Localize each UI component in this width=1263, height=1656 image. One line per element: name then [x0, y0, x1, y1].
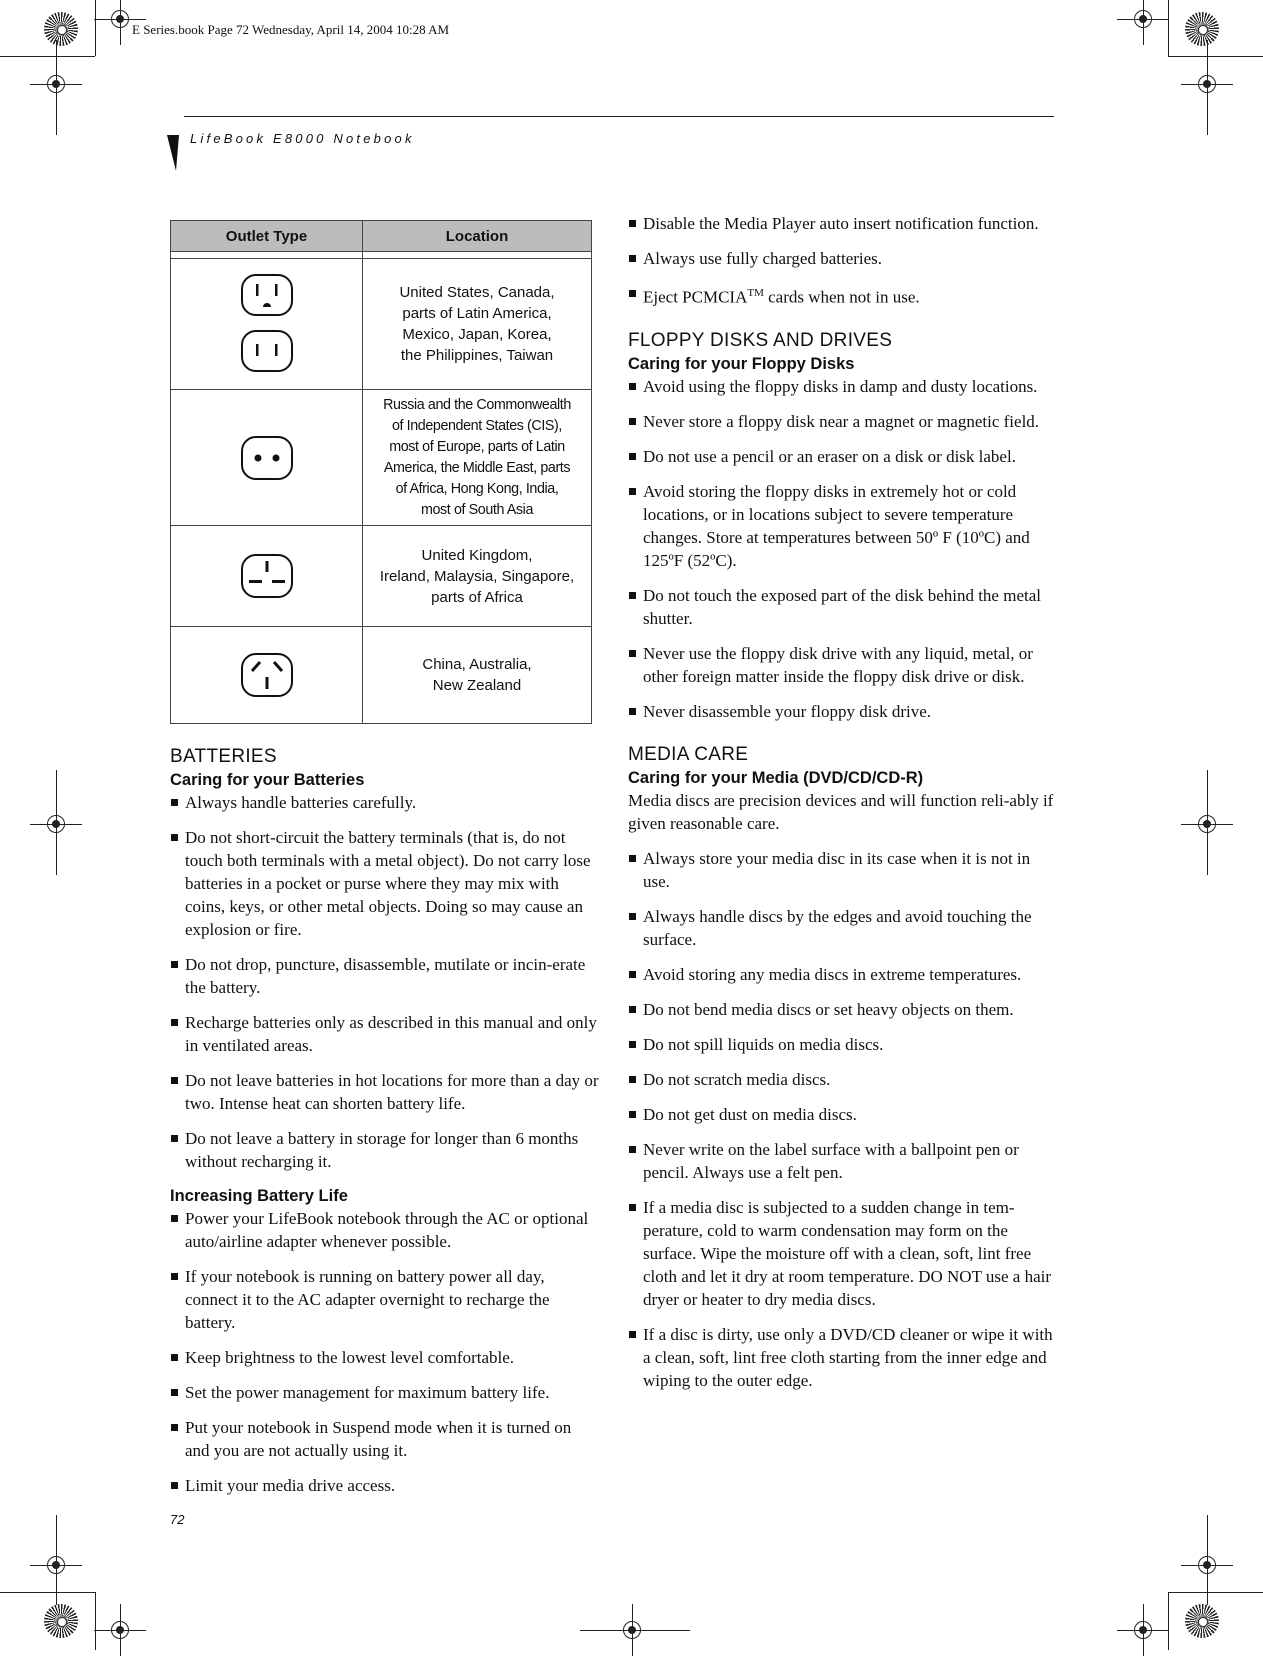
location-line: China, Australia,	[422, 656, 532, 673]
right-column	[628, 212, 1058, 1404]
list-item: Avoid using the floppy disks in damp and dusty locations.	[628, 375, 1058, 398]
table-spacer	[171, 252, 363, 259]
left-column	[170, 745, 600, 1509]
registration-mark	[1131, 7, 1155, 31]
us-outlet-icons	[171, 259, 363, 390]
location-line: most of Europe, parts of Latin	[389, 438, 565, 455]
list-item: Disable the Media Player auto insert notification function.	[628, 212, 1058, 235]
list-item: Do not drop, puncture, disassemble, mutilate or incin-erate the battery.	[170, 953, 600, 999]
print-slug: E Series.book Page 72 Wednesday, April 14, 2004 10:28 AM	[132, 22, 450, 37]
floppy-heading: FLOPPY DISKS AND DRIVES	[628, 329, 893, 351]
crop-mark	[1168, 1592, 1263, 1593]
list-item: Do not touch the exposed part of the disk behind the metal shutter.	[628, 584, 1058, 630]
crop-mark	[580, 1630, 690, 1631]
color-rosette	[1185, 12, 1219, 46]
table-header-location: Location	[363, 221, 592, 252]
location-line: of Independent States (CIS),	[391, 417, 562, 434]
crop-mark	[1207, 1515, 1208, 1605]
location-line: of Africa, Hong Kong, India,	[395, 480, 559, 497]
location-line: Russia and the Commonwealth	[383, 396, 571, 413]
header-wedge	[167, 135, 179, 171]
list-item: If a media disc is subjected to a sudden change in tem-perature, cold to warm condensation may form on the surface. Wipe the moisture off with a clean, soft, lint free cloth and let it dry at room temperature. DO NOT use a hair dryer or heater to dry media discs.	[628, 1196, 1058, 1311]
registration-mark	[108, 7, 132, 31]
list-item: Always store your media disc in its case when it is not in use.	[628, 847, 1058, 893]
pcmcia-text: Eject PCMCIA	[643, 287, 748, 307]
list-item: Keep brightness to the lowest level comfortable.	[170, 1346, 600, 1369]
crop-mark	[1168, 0, 1169, 56]
batteries-heading: BATTERIES	[170, 746, 277, 767]
floppy-list	[628, 375, 1058, 723]
color-rosette	[44, 12, 78, 46]
list-item: Do not bend media discs or set heavy objects on them.	[628, 998, 1058, 1021]
table-header-outlet-type: Outlet Type	[171, 221, 363, 252]
battery-tips-continued-list	[628, 212, 1058, 309]
pcmcia-text-after: cards when not in use.	[763, 287, 920, 307]
caring-batteries-list	[170, 791, 600, 1173]
location-cell	[363, 526, 592, 627]
location-line: parts of Africa	[431, 588, 523, 606]
crop-mark	[56, 770, 57, 875]
list-item: Never store a floppy disk near a magnet or magnetic field.	[628, 410, 1058, 433]
list-item: Set the power management for maximum battery life.	[170, 1381, 600, 1404]
location-line: New Zealand	[432, 677, 522, 694]
list-item: Do not use a pencil or an eraser on a disk or disk label.	[628, 445, 1058, 468]
list-item: Always handle discs by the edges and avoid touching the surface.	[628, 905, 1058, 951]
media-care-heading: MEDIA CARE	[628, 743, 749, 765]
list-item: Do not spill liquids on media discs.	[628, 1033, 1058, 1056]
increasing-battery-life-list	[170, 1207, 600, 1497]
list-item: Limit your media drive access.	[170, 1474, 600, 1497]
media-list	[628, 847, 1058, 1392]
list-item: If your notebook is running on battery power all day, connect it to the AC adapter overnight to recharge the battery.	[170, 1265, 600, 1334]
location-cell	[363, 259, 592, 390]
crop-mark	[1168, 1592, 1169, 1650]
running-header: LifeBook E8000 Notebook	[190, 131, 415, 146]
location-line: parts of Latin America,	[402, 305, 552, 322]
location-line: United Kingdom,	[421, 546, 533, 564]
crop-mark	[95, 1592, 96, 1650]
list-item: Avoid storing any media discs in extreme temperatures.	[628, 963, 1058, 986]
header-rule	[184, 116, 1054, 117]
table-row	[171, 259, 592, 390]
list-item: Avoid storing the floppy disks in extremely hot or cold locations, or in locations subject to severe temperature changes. Store at temperatures between 50º F (10ºC) and 125ºF (52ºC).	[628, 480, 1058, 572]
table-row	[171, 390, 592, 526]
table-spacer	[363, 252, 592, 259]
list-item: Always handle batteries carefully.	[170, 791, 600, 814]
trademark-sup: TM	[747, 287, 764, 299]
crop-mark	[1168, 56, 1263, 57]
list-item: Recharge batteries only as described in this manual and only in ventilated areas.	[170, 1011, 600, 1057]
location-line: Ireland, Malaysia, Singapore,	[379, 567, 575, 585]
australia-outlet-icon	[171, 627, 363, 724]
list-item: Never use the floppy disk drive with any liquid, metal, or other foreign matter inside the floppy disk drive or disk.	[628, 642, 1058, 688]
registration-mark	[1131, 1618, 1155, 1642]
crop-mark	[56, 1515, 57, 1605]
list-item: Put your notebook in Suspend mode when it is turned on and you are not actually using it.	[170, 1416, 600, 1462]
list-item: Do not short-circuit the battery terminals (that is, do not touch both terminals with a metal object). Do not carry lose batteries in a pocket or purse where they may mix with coins, keys, or other metal objects. Doing so may cause an explosion or fire.	[170, 826, 600, 941]
list-item: Always use fully charged batteries.	[628, 247, 1058, 270]
location-line: Mexico, Japan, Korea,	[402, 326, 552, 343]
location-line: United States, Canada,	[399, 284, 555, 301]
round-two-pin-outlet-icon	[171, 390, 363, 526]
outlet-table	[170, 220, 592, 724]
list-item: Do not get dust on media discs.	[628, 1103, 1058, 1126]
table-row	[171, 526, 592, 627]
list-item: Do not leave batteries in hot locations for more than a day or two. Intense heat can shorten battery life.	[170, 1069, 600, 1115]
list-item: Never write on the label surface with a ballpoint pen or pencil. Always use a felt pen.	[628, 1138, 1058, 1184]
location-line: the Philippines, Taiwan	[400, 347, 554, 364]
list-item: Power your LifeBook notebook through the AC or optional auto/airline adapter whenever possible.	[170, 1207, 600, 1253]
uk-outlet-icon	[171, 526, 363, 627]
increasing-battery-life-heading: Increasing Battery Life	[170, 1187, 348, 1205]
media-intro: Media discs are precision devices and will function reli-ably if given reasonable care.	[628, 790, 1054, 833]
caring-batteries-heading: Caring for your Batteries	[170, 771, 365, 789]
crop-mark	[1207, 40, 1208, 135]
crop-mark	[0, 56, 95, 57]
caring-media-heading: Caring for your Media (DVD/CD/CD-R)	[628, 768, 924, 787]
registration-mark	[108, 1618, 132, 1642]
page-number: 72	[170, 1512, 185, 1527]
list-item: Do not leave a battery in storage for longer than 6 months without recharging it.	[170, 1127, 600, 1173]
location-cell	[363, 390, 592, 526]
us-grounded-outlet-icon	[241, 274, 293, 374]
color-rosette	[44, 1604, 78, 1638]
location-cell	[363, 627, 592, 724]
crop-mark	[1207, 770, 1208, 875]
caring-floppy-heading: Caring for your Floppy Disks	[628, 354, 855, 373]
crop-mark	[95, 0, 96, 56]
location-line: most of South Asia	[420, 501, 533, 518]
list-item	[628, 282, 1058, 309]
crop-mark	[56, 40, 57, 135]
crop-mark	[0, 1592, 95, 1593]
list-item: Never disassemble your floppy disk drive.	[628, 700, 1058, 723]
location-line: America, the Middle East, parts	[383, 459, 571, 476]
color-rosette	[1185, 1604, 1219, 1638]
table-row	[171, 627, 592, 724]
list-item: Do not scratch media discs.	[628, 1068, 1058, 1091]
list-item: If a disc is dirty, use only a DVD/CD cleaner or wipe it with a clean, soft, lint free cloth starting from the inner edge and wiping to the outer edge.	[628, 1323, 1058, 1392]
